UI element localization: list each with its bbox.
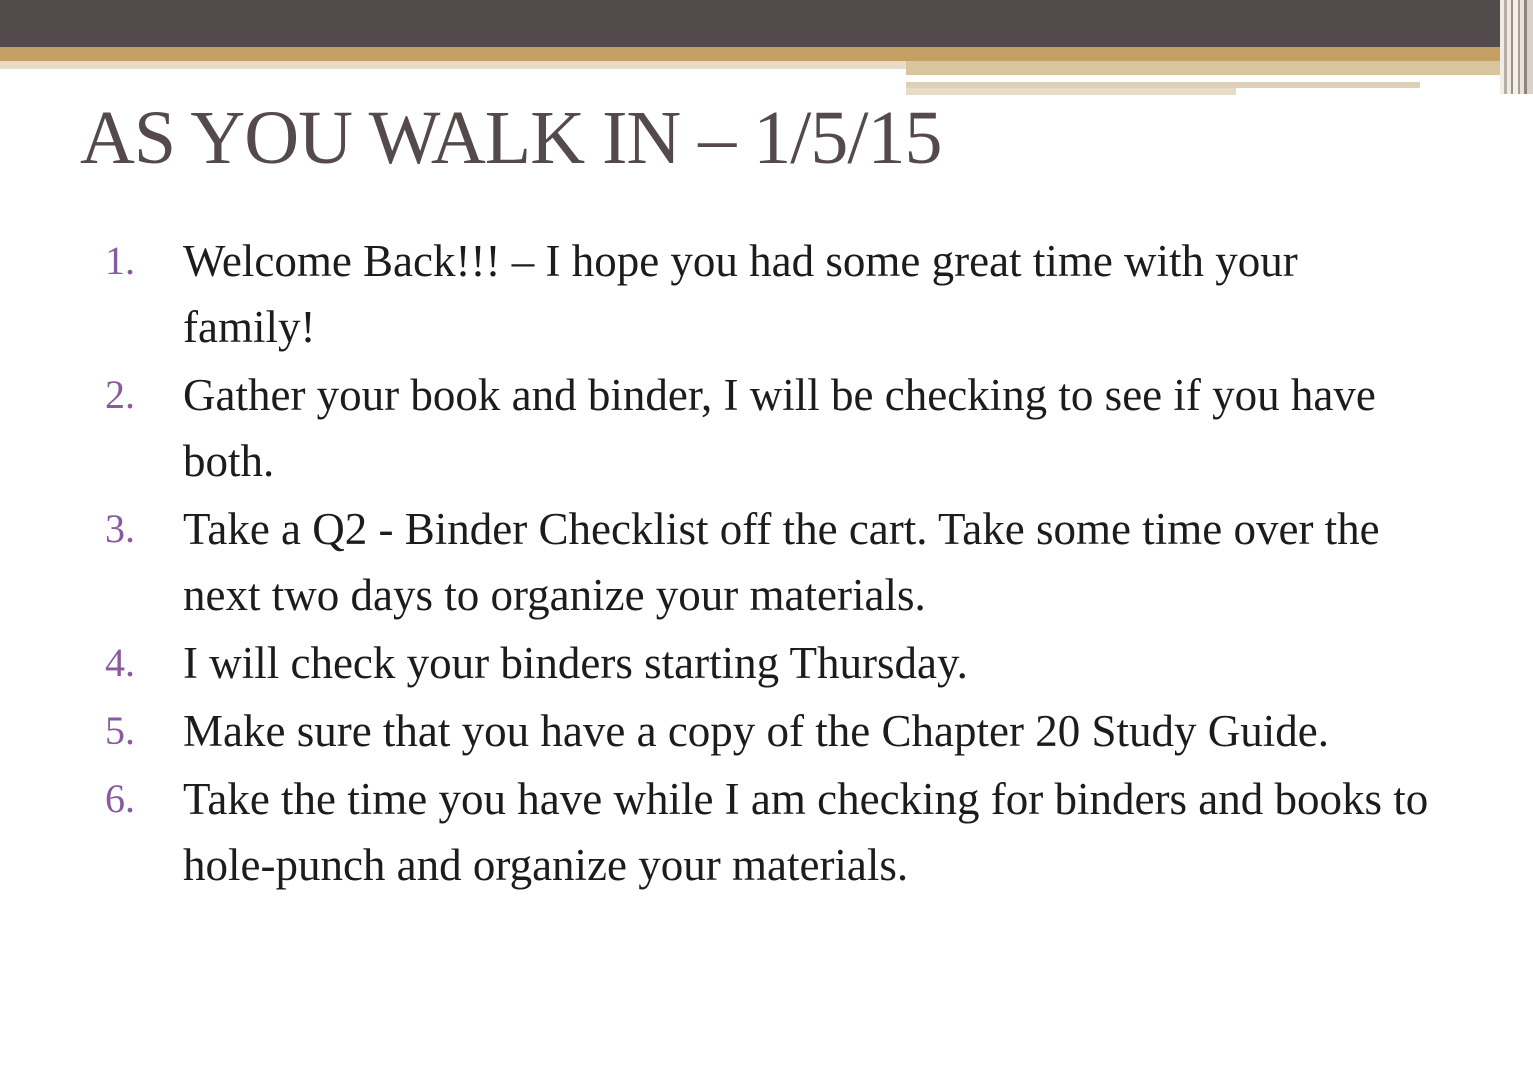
list-number: 6. (105, 776, 135, 821)
list-item (105, 228, 1435, 360)
list-number: 1. (105, 238, 135, 283)
header-band-light-short (906, 88, 1236, 95)
header-band-tan (906, 61, 1500, 75)
instruction-list (105, 228, 1435, 900)
list-number: 2. (105, 372, 135, 417)
list-text: Welcome Back!!! – I hope you had some great time with your family! (183, 236, 1298, 352)
list-number: 3. (105, 506, 135, 551)
list-item (105, 630, 1435, 696)
list-item (105, 496, 1435, 628)
slide-title: AS YOU WALK IN – 1/5/15 (80, 96, 942, 180)
list-number: 4. (105, 640, 135, 685)
list-item (105, 766, 1435, 898)
list-text: Take a Q2 - Binder Checklist off the cart. Take some time over the next two days to organize your materials. (183, 504, 1380, 620)
header-band-dark (0, 0, 1500, 47)
corner-stripes-decoration (1500, 0, 1533, 94)
list-item (105, 362, 1435, 494)
list-text: Take the time you have while I am checking for binders and books to hole-punch and organize your materials. (183, 774, 1429, 890)
header-band-gold (0, 47, 1500, 61)
list-number: 5. (105, 708, 135, 753)
list-text: I will check your binders starting Thursday. (183, 638, 968, 688)
list-text: Make sure that you have a copy of the Chapter 20 Study Guide. (183, 706, 1329, 756)
list-text: Gather your book and binder, I will be checking to see if you have both. (183, 370, 1376, 486)
header-band-cream (0, 61, 906, 69)
list-item (105, 698, 1435, 764)
